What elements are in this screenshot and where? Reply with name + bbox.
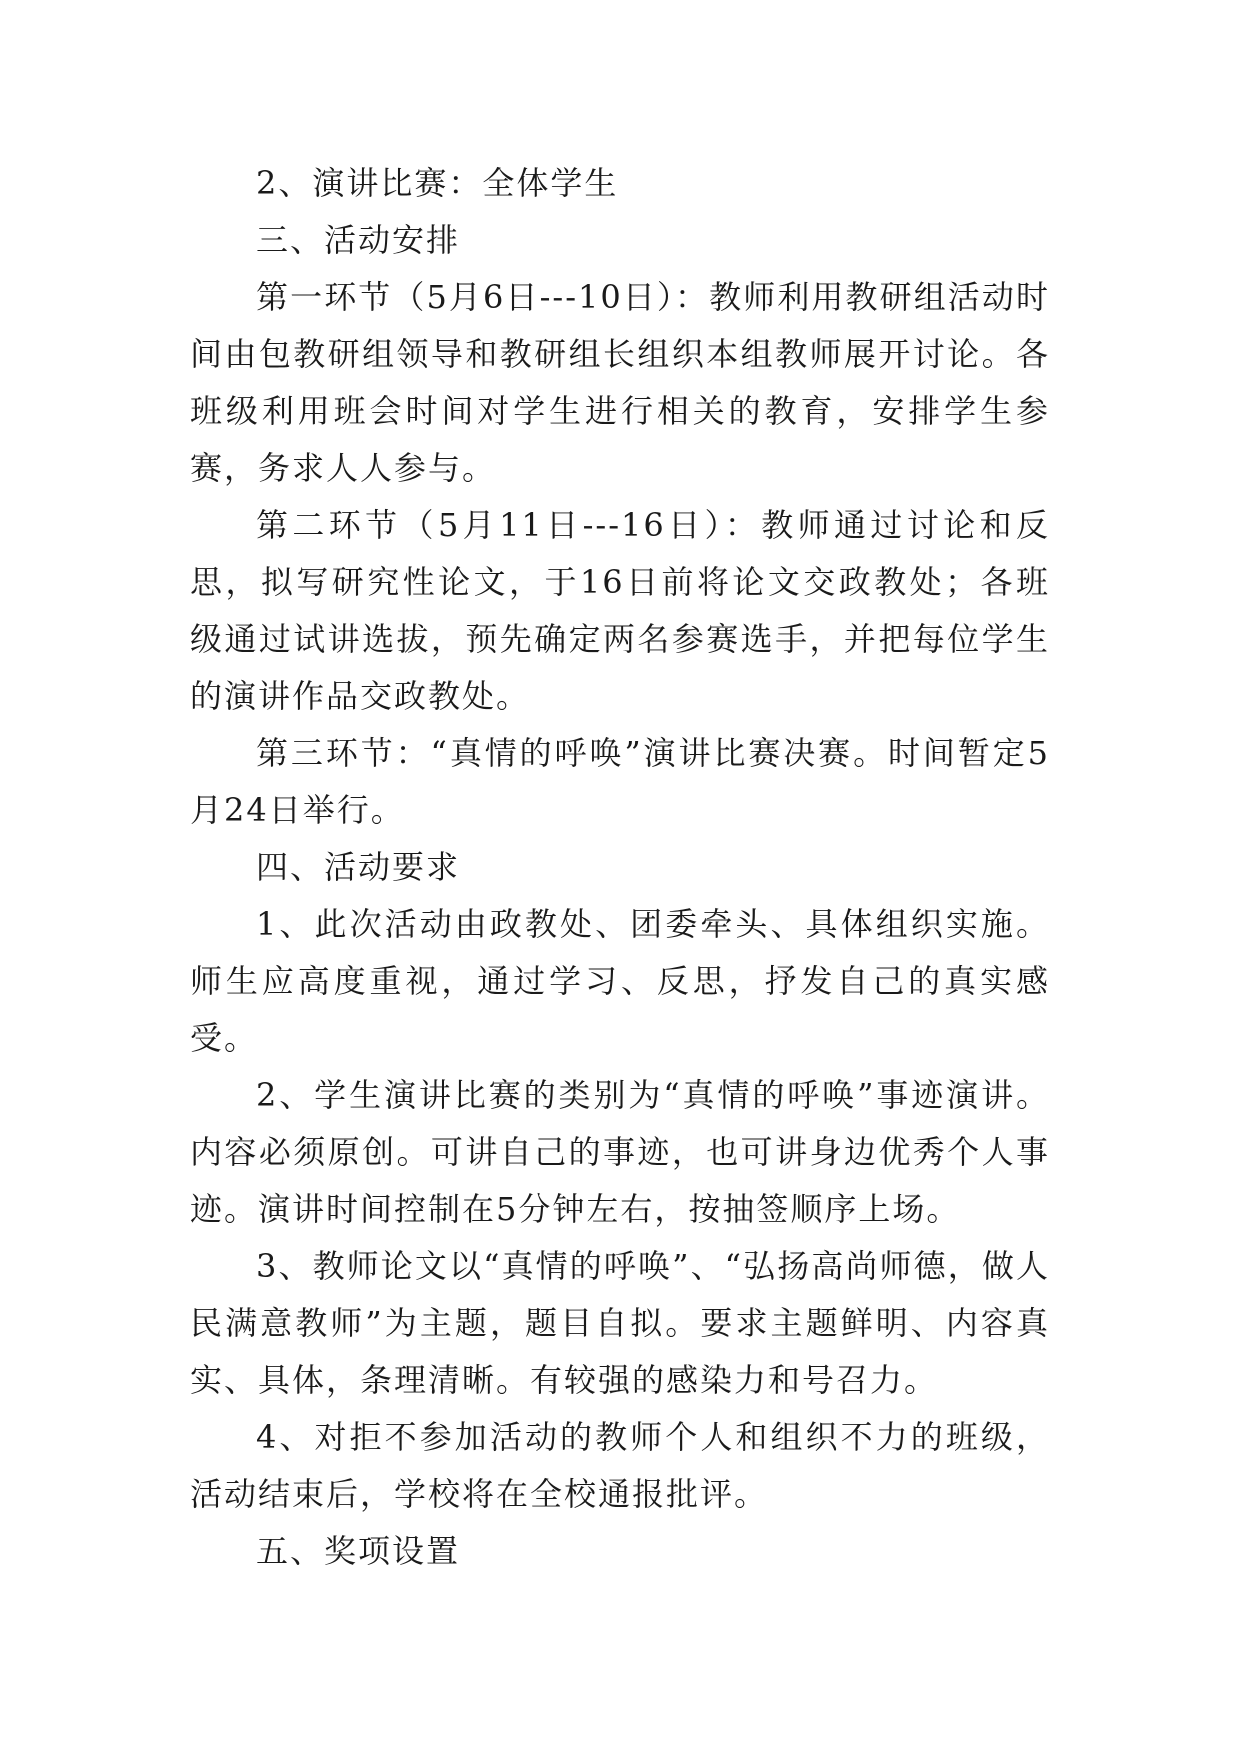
paragraph-stage-three: 第三环节：“真情的呼唤”演讲比赛决赛。时间暂定5月24日举行。 — [190, 734, 1050, 829]
heading-activity-requirements: 四、活动要求 — [256, 848, 461, 886]
paragraph-stage-two: 第二环节（5月11日---16日）：教师通过讨论和反思，拟写研究性论文，于16日前将论文交政教处；各班级通过试讲选拔，预先确定两名参赛选手，并把每位学生的演讲作品交政教处。 — [190, 506, 1050, 715]
paragraph-requirement-1: 1、此次活动由政教处、团委牵头、具体组织实施。师生应高度重视，通过学习、反思，抒发自己的真实感受。 — [190, 905, 1050, 1057]
heading-award-settings: 五、奖项设置 — [256, 1532, 461, 1570]
paragraph-stage-one: 第一环节（5月6日---10日）：教师利用教研组活动时间由包教研组领导和教研组长组织本组教师展开讨论。各班级利用班会时间对学生进行相关的教育，安排学生参赛，务求人人参与。 — [190, 278, 1050, 487]
paragraph-requirement-2: 2、学生演讲比赛的类别为“真情的呼唤”事迹演讲。内容必须原创。可讲自己的事迹，也可讲身边优秀个人事迹。演讲时间控制在5分钟左右，按抽签顺序上场。 — [190, 1076, 1050, 1228]
paragraph-requirement-4: 4、对拒不参加活动的教师个人和组织不力的班级，活动结束后，学校将在全校通报批评。 — [190, 1418, 1050, 1513]
paragraph-requirement-3: 3、教师论文以“真情的呼唤”、“弘扬高尚师德，做人民满意教师”为主题，题目自拟。要求主题鲜明、内容真实、具体，条理清晰。有较强的感染力和号召力。 — [190, 1247, 1050, 1399]
heading-activity-schedule: 三、活动安排 — [256, 221, 461, 259]
document-body — [190, 155, 1050, 1580]
paragraph-speech-contest-participants: 2、演讲比赛：全体学生 — [256, 164, 619, 202]
